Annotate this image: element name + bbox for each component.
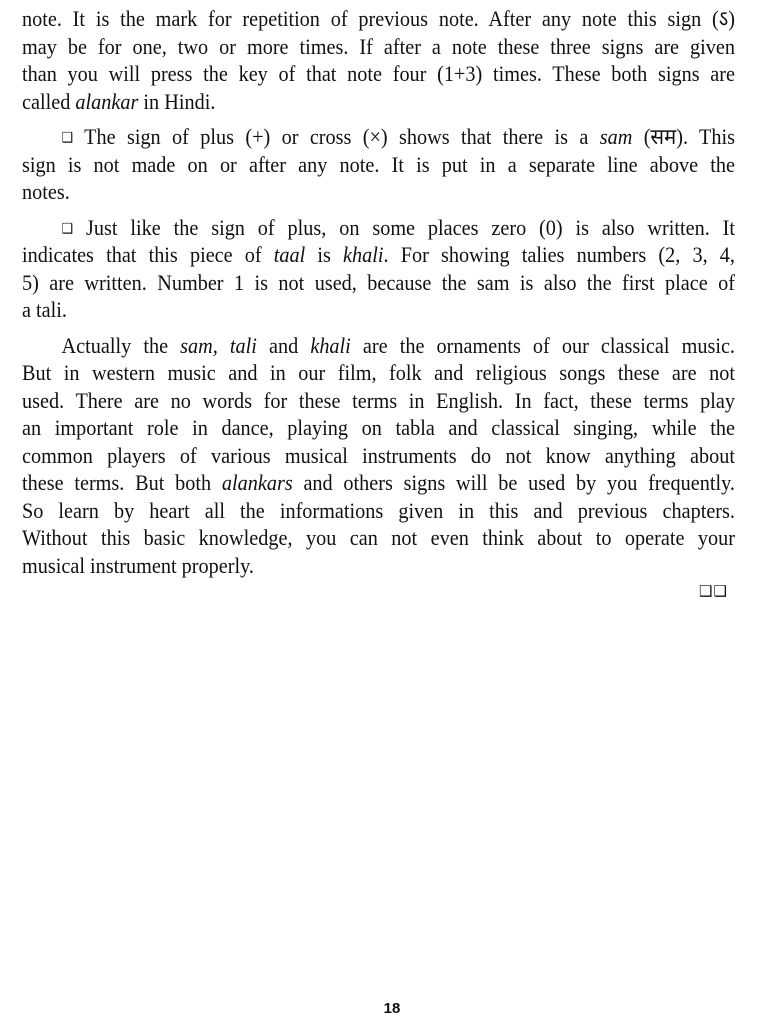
text-segment: an important role in dance, playing on tabla and classical singing, while the (22, 415, 735, 440)
paragraph (22, 332, 735, 580)
text-segment: But in western music and in our film, folk and religious songs these are not (22, 360, 735, 385)
text-line (22, 269, 735, 297)
page-body (22, 5, 735, 587)
italic-term: alankar (75, 88, 139, 114)
text-segment: a tali. (22, 297, 67, 322)
text-segment: (सम). This (632, 124, 735, 149)
italic-term: khali (343, 242, 384, 267)
text-line (22, 497, 735, 525)
italic-term: sam (599, 124, 633, 149)
paragraph (22, 5, 735, 115)
text-segment: Actually the (61, 332, 181, 358)
text-line (22, 33, 735, 61)
end-of-chapter-mark: ❑❑ (699, 582, 728, 600)
page-number: 18 (383, 1000, 401, 1017)
italic-term: khali (310, 332, 351, 358)
text-line (22, 552, 735, 580)
text-segment: and others signs will be used by you frequently. (292, 470, 735, 495)
text-line (22, 359, 735, 387)
italic-term: sam, tali (180, 332, 257, 358)
text-line (22, 88, 735, 116)
paragraph (22, 214, 735, 324)
text-line (22, 60, 735, 88)
text-segment: note. It is the mark for repetition of previous note. After any note this sign (ऽ) (22, 6, 735, 31)
text-segment: these terms. But both (22, 470, 222, 495)
text-line (22, 387, 735, 415)
text-line (22, 5, 735, 33)
text-segment: may be for one, two or more times. If after a note these three signs are given (22, 33, 735, 59)
text-line (22, 332, 735, 360)
text-segment: The sign of plus (+) or cross (×) shows that there is a (84, 124, 600, 149)
paragraph (22, 123, 735, 206)
text-line (22, 469, 735, 497)
text-segment: is (305, 242, 344, 267)
text-segment: notes. (22, 179, 70, 204)
text-line (22, 178, 735, 206)
text-segment: . For showing talies numbers (2, 3, 4, (383, 242, 735, 267)
text-segment: in Hindi. (138, 88, 216, 114)
text-line (22, 524, 735, 552)
text-segment: common players of various musical instruments do not know anything about (22, 442, 735, 468)
text-segment: used. There are no words for these terms in English. In fact, these terms play (22, 387, 735, 413)
text-line (22, 442, 735, 470)
text-line (22, 296, 735, 324)
text-line (22, 123, 735, 151)
text-segment: sign is not made on or after any note. It is put in a separate line above the (22, 151, 735, 177)
text-segment: Just like the sign of plus, on some places zero (0) is also written. It (85, 214, 736, 240)
square-bullet-icon: ❑ (61, 220, 74, 237)
text-segment: Without this basic knowledge, you can not even think about to operate your (22, 525, 735, 550)
text-line (22, 151, 735, 179)
text-segment: and (256, 332, 311, 358)
text-segment: than you will press the key of that note four (1+3) times. These both signs are (22, 61, 735, 86)
text-segment: 5) are written. Number 1 is not used, because the sam is also the first place of (22, 269, 735, 295)
text-segment: indicates that this piece of (22, 242, 274, 267)
square-bullet-icon: ❑ (61, 130, 74, 146)
text-segment: musical instrument properly. (22, 552, 254, 578)
italic-term: alankars (221, 470, 293, 495)
italic-term: taal (273, 242, 306, 267)
text-line (22, 241, 735, 269)
text-line (22, 214, 735, 242)
text-segment: So learn by heart all the informations given in this and previous chapters. (22, 497, 735, 523)
text-line (22, 414, 735, 442)
text-segment: called (22, 88, 76, 114)
text-segment: are the ornaments of our classical music. (350, 332, 735, 358)
